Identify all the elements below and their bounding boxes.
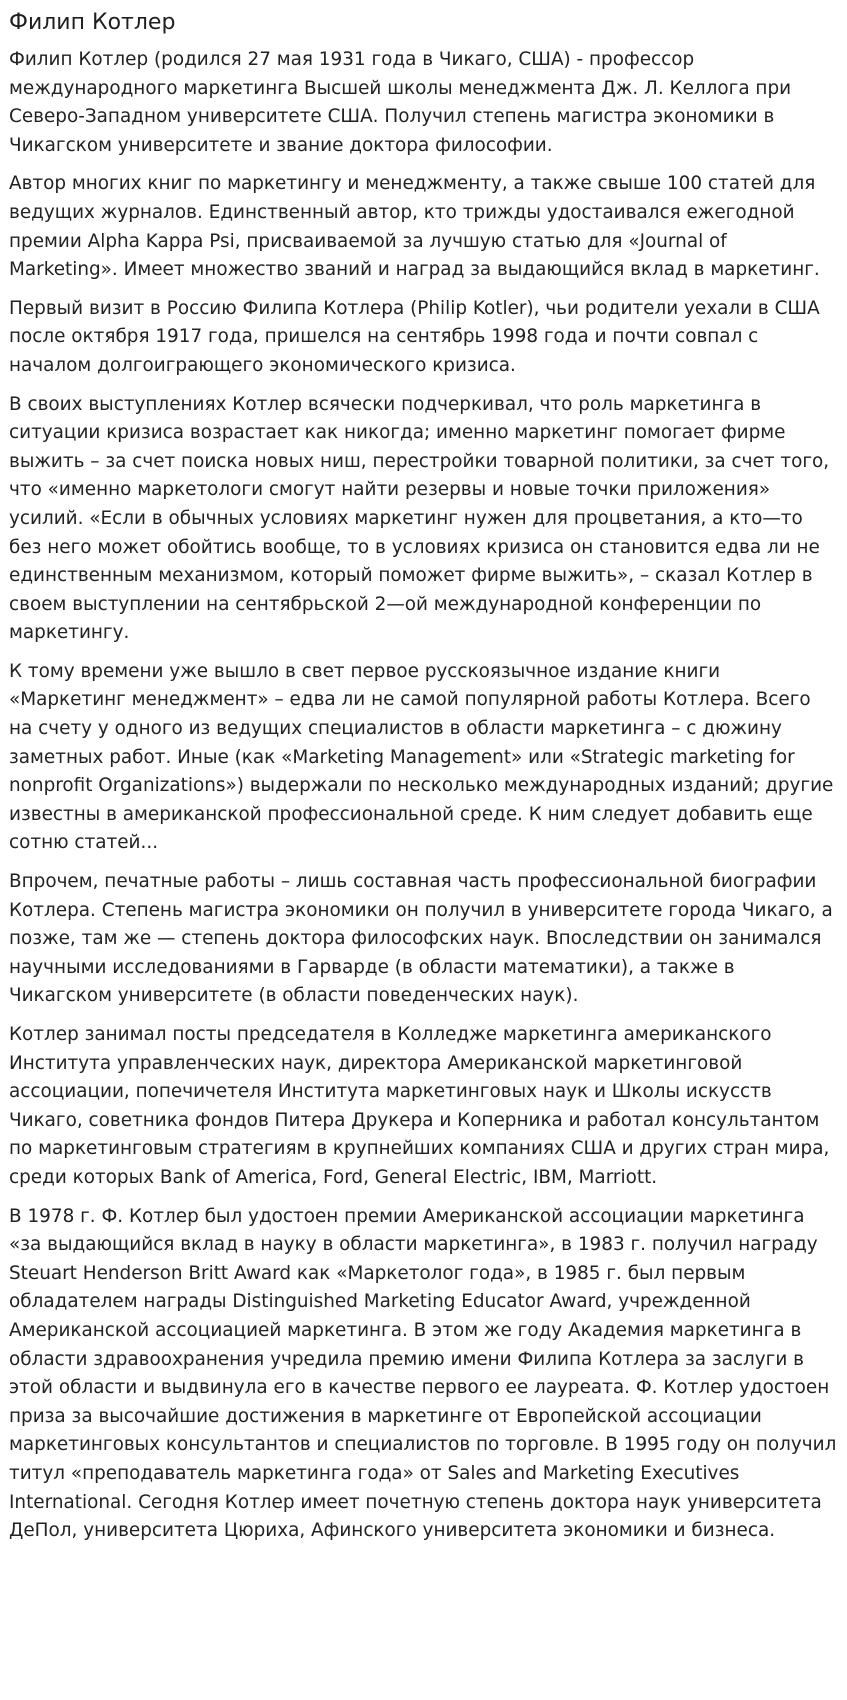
article-title: Филип Котлер xyxy=(9,10,176,35)
paragraph-author: Автор многих книг по маркетингу и менеджменту, а также свыше 100 статей для ведущих журналов. Единственный автор, кто трижды удостаивался ежегодной премии Alpha Kappa Psi, присваиваемой за лучшую статью для «Journal of Marketing». Имеет множество званий и наград за выдающийся вклад в маркетинг. xyxy=(9,173,820,281)
paragraph-publications: К тому времени уже вышло в свет первое русскоязычное издание книги «Маркетинг менеджмент» – едва ли не самой популярной работы Котлера. Всего на счету у одного из ведущих специалистов в области маркетинга – с дюжину заметных работ. Иные (как «Marketing Management» или «Strategic marketing for nonprofit Organizations») выдержали по несколько международных изданий; другие известны в американской профессиональной среде. К ним следует добавить еще сотню статей... xyxy=(9,660,834,854)
paragraph-crisis-speech: В своих выступлениях Котлер всячески подчеркивал, что роль маркетинга в ситуации кризиса возрастает как никогда; именно маркетинг помогает фирме выжить – за счет поиска новых ниш, перестройки товарной политики, за счет того, что «именно маркетологи смогут найти резервы и новые точки приложения» усилий. «Если в обычных условиях маркетинг нужен для процветания, а кто—то без него может обойтись вообще, то в условиях кризиса он становится едва ли не единственным механизмом, который поможет фирме выжить», – сказал Котлер в своем выступлении на сентябрьской 2—ой международной конференции по маркетингу. xyxy=(9,393,830,644)
paragraph-positions: Котлер занимал посты председателя в Колледже маркетинга американского Института управленческих наук, директора Американской маркетинговой ассоциации, попечичетеля Института маркетинговых наук и Школы искусств Чикаго, советника фондов Питера Друкера и Коперника и работал консультантом по маркетинговым стратегиям в крупнейших компаниях США и других стран мира, среди которых Bank of America, Ford, General Electric, IBM, Marriott. xyxy=(9,1024,830,1188)
paragraph-awards: В 1978 г. Ф. Котлер был удостоен премии Американской ассоциации маркетинга «за выдающийся вклад в науку в области маркетинга», в 1983 г. получил награду Steuart Henderson Britt Award как «Маркетолог года», в 1985 г. был первым обладателем награды Distinguished Marketing Educator Award, учрежденной Американской ассоциацией маркетинга. В этом же году Академия маркетинга в области здравоохранения учредила премию имени Филипа Котлера за заслуги в этой области и выдвинула его в качестве первого ее лауреата. Ф. Котлер удостоен приза за высочайшие достижения в маркетинге от Европейской ассоциации маркетинговых консультантов и специалистов по торговле. В 1995 году он получил титул «преподаватель маркетинга года» от Sales and Marketing Executives International. Сегодня Котлер имеет почетную степень доктора наук университета ДеПол, университета Цюриха, Афинского университета экономики и бизнеса. xyxy=(9,1205,837,1542)
paragraph-education: Впрочем, печатные работы – лишь составная часть профессиональной биографии Котлера. Степень магистра экономики он получил в университете города Чикаго, а позже, там же — степень доктора философских наук. Впоследствии он занимался научными исследованиями в Гарварде (в области математики), а также в Чикагском университете (в области поведенческих наук). xyxy=(9,871,833,1007)
paragraph-birth: Филип Котлер (родился 27 мая 1931 года в Чикаго, США) - профессор международного маркетинга Высшей школы менеджмента Дж. Л. Келлога при Северо-Западном университете США. Получил степень магистра экономики в Чикагском университете и звание доктора философии. xyxy=(9,49,792,156)
paragraph-russia-visit: Первый визит в Россию Филипа Котлера (Philip Kotler), чьи родители уехали в США после октября 1917 года, пришелся на сентябрь 1998 года и почти совпал с началом долгоиграющего экономического кризиса. xyxy=(9,297,820,376)
